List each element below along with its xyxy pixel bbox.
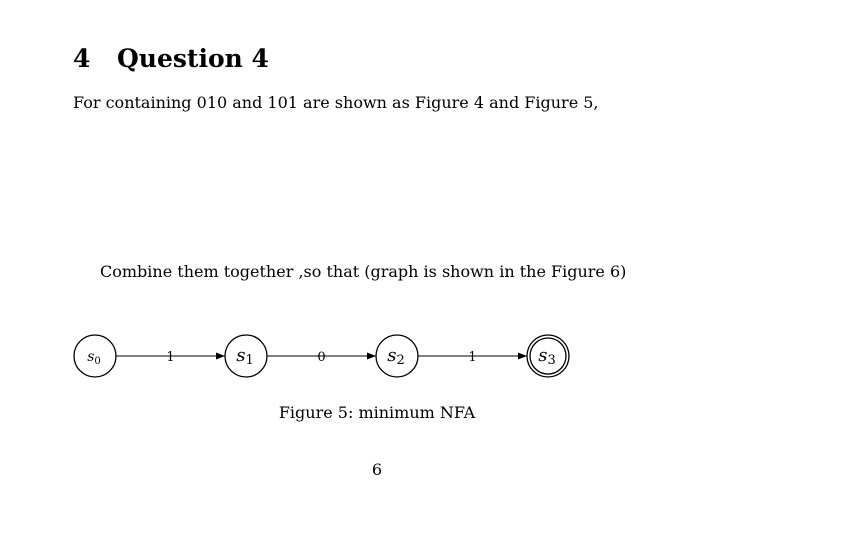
nfa-state-label: s3 (538, 345, 556, 368)
nfa-state-s3 (527, 335, 569, 377)
section-number: 4 (73, 44, 91, 73)
nfa-state-label: s1 (236, 345, 254, 368)
nfa-diagram (60, 320, 600, 390)
nfa-state-label: s2 (387, 345, 405, 368)
combine-paragraph: Combine them together ,so that (graph is shown in the Figure 6) (100, 262, 627, 281)
nfa-state-s1 (225, 335, 267, 377)
section-heading (73, 44, 269, 73)
intro-paragraph: For containing 010 and 101 are shown as Figure 4 and Figure 5, (73, 93, 599, 112)
figure-caption: Figure 5: minimum NFA (278, 403, 476, 422)
nfa-transition-label: 1 (468, 350, 477, 365)
nfa-transition-2-3 (418, 350, 527, 365)
nfa-transition-label: 1 (166, 350, 175, 365)
section-title: Question 4 (117, 44, 269, 73)
nfa-state-s2 (376, 335, 418, 377)
nfa-transition-0-1 (116, 350, 225, 365)
nfa-transition-1-2 (267, 350, 376, 365)
nfa-state-s0 (74, 335, 116, 377)
page-number: 6 (371, 460, 383, 479)
nfa-state-label: $s_0$ (87, 349, 101, 367)
nfa-transition-label: 0 (317, 350, 326, 365)
